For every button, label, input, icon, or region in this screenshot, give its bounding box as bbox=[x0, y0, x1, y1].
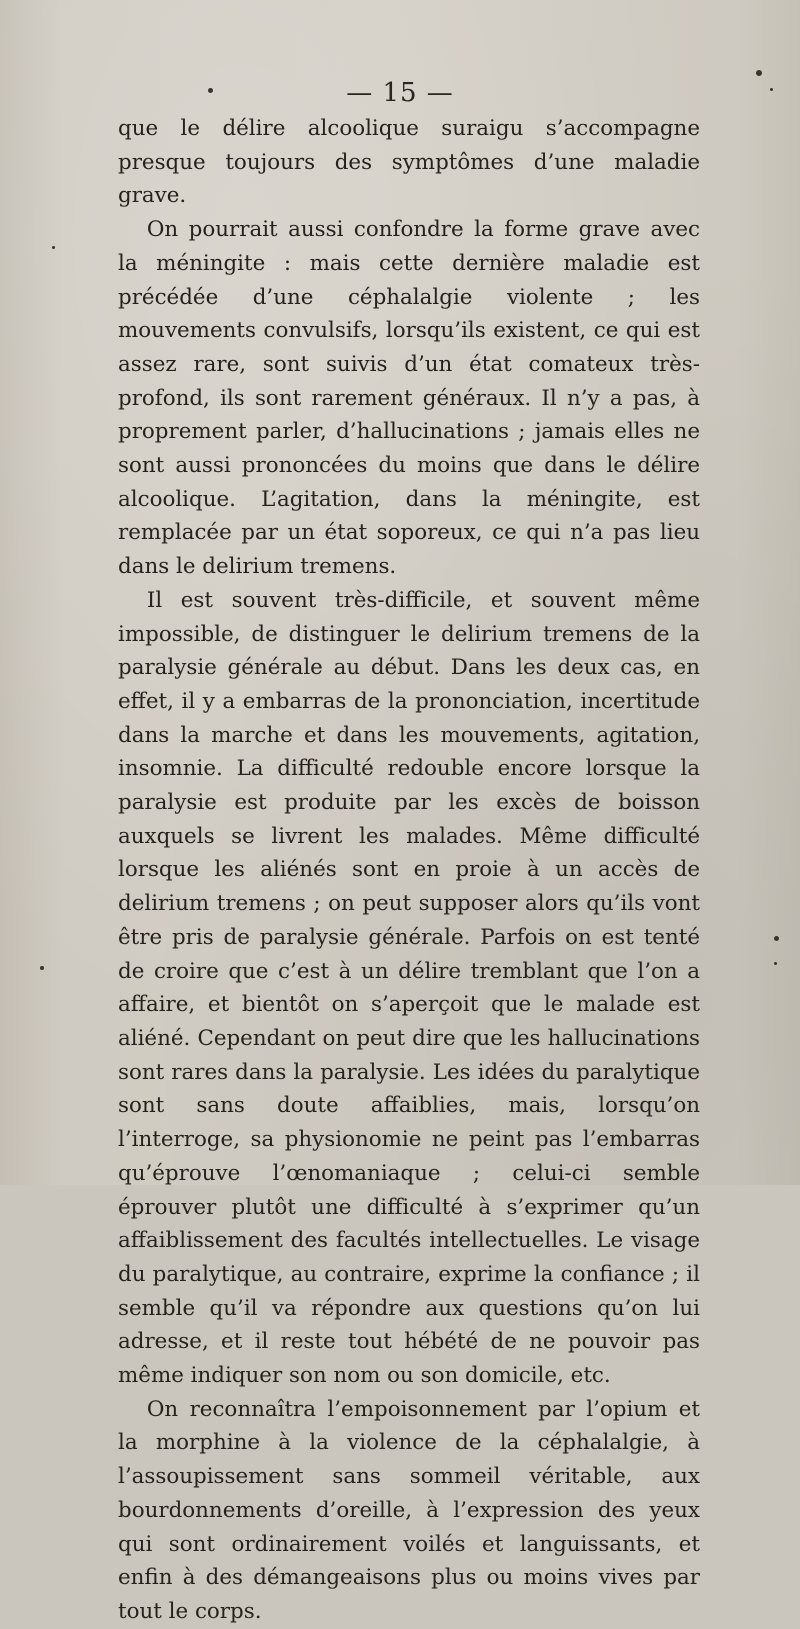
paragraph-3: Il est souvent très-difficile, et souvent même impossible, de distinguer le delirium tremens de la paralysie générale au début. Dans les deux cas, en effet, il y a embarras de la prononciation, incertitude dans la marche et dans les mouvements, agitation, insomnie. La difficulté redouble encore lorsque la paralysie est produite par les excès de boisson auxquels se livrent les malades. Même difficulté lorsque les aliénés sont en proie à un accès de delirium tremens ; on peut supposer alors qu’ils vont être pris de paralysie générale. Parfois on est tenté de croire que c’est à un délire tremblant que l’on a affaire, et bientôt on s’aperçoit que le malade est aliéné. Cependant on peut dire que les hallucinations sont rares dans la paralysie. Les idées du paralytique sont sans doute affaiblies, mais, lorsqu’on l’interroge, sa physionomie ne peint pas l’embarras qu’éprouve l’œnomaniaque ; celui-ci semble éprouver plutôt une difficulté à s’exprimer qu’un affaiblissement des facultés intellectuelles. Le visage du paralytique, au contraire, exprime la confiance ; il semble qu’il va répondre aux questions qu’on lui adresse, et il reste tout hébété de ne pouvoir pas même indiquer son nom ou son domicile, etc. bbox=[118, 587, 700, 1389]
page-number: — 15 — bbox=[346, 78, 454, 108]
paragraph-1: que le délire alcoolique suraigu s’accompagne presque toujours des symptômes d’une maladie grave. bbox=[118, 116, 700, 209]
paper-speck bbox=[774, 936, 779, 941]
paper-speck bbox=[40, 966, 44, 970]
paragraph-2: On pourrait aussi confondre la forme grave avec la méningite : mais cette dernière maladie est précédée d’une céphalalgie violente ; les mouvements convulsifs, lorsqu’ils existent, ce qui est assez rare, sont suivis d’un état comateux très-profond, ils sont rarement généraux. Il n’y a pas, à proprement parler, d’hallucinations ; jamais elles ne sont aussi prononcées du moins que dans le délire alcoolique. L’agitation, dans la méningite, est remplacée par un état soporeux, ce qui n’a pas lieu dans le delirium tremens. bbox=[118, 217, 700, 580]
paper-speck bbox=[774, 962, 777, 965]
paper-speck bbox=[208, 88, 213, 93]
paper-speck bbox=[52, 246, 55, 249]
body-text bbox=[118, 112, 700, 1629]
paper-speck bbox=[770, 88, 773, 91]
paragraph-4: On reconnaîtra l’empoisonnement par l’opium et la morphine à la violence de la céphalalgie, à l’assoupissement sans sommeil véritable, aux bourdonnements d’oreille, à l’expression des yeux qui sont ordinairement voilés et languissants, et enfin à des démangeaisons plus ou moins vives par tout le corps. bbox=[118, 1396, 700, 1624]
paper-speck bbox=[756, 70, 762, 76]
